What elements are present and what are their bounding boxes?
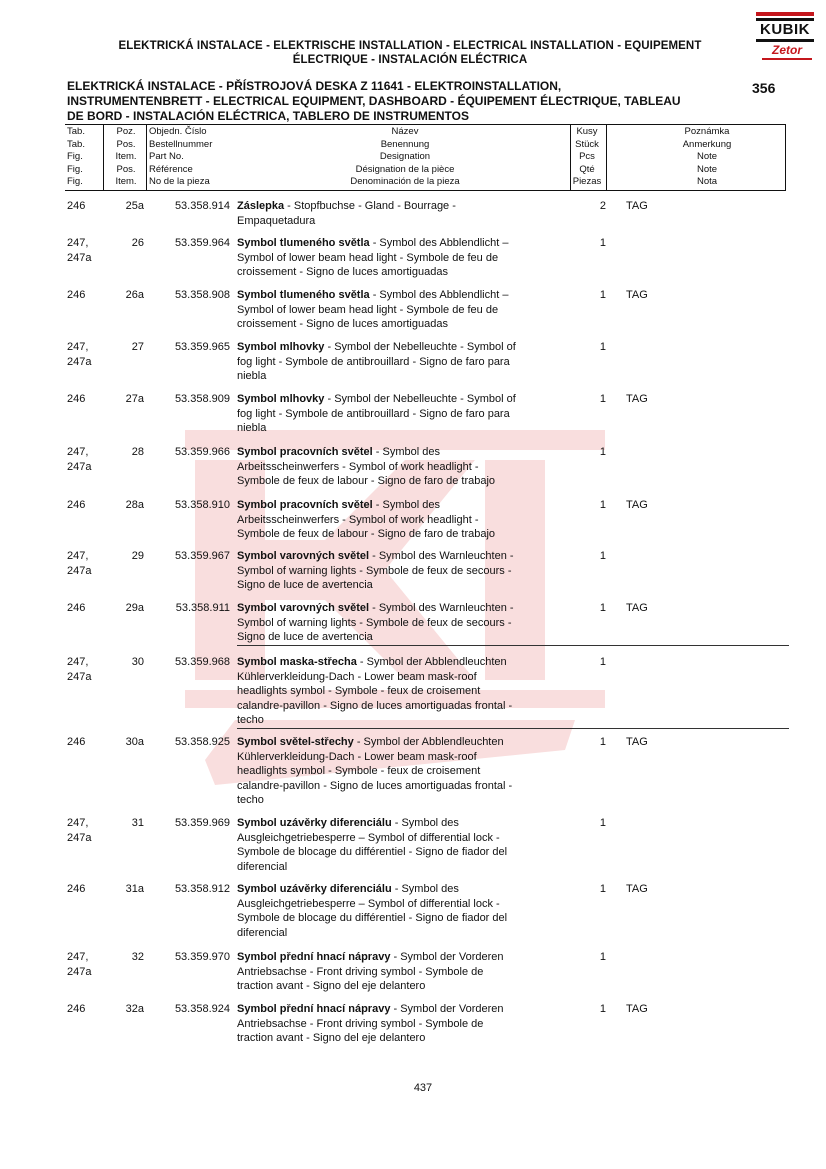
description-line: Symbol of warning lights - Symbole de feux de secours - bbox=[237, 564, 512, 577]
part-name-czech: Symbol přední hnací nápravy bbox=[237, 1003, 391, 1015]
header-cell: Poznámka bbox=[684, 126, 730, 137]
header-cell: Référence bbox=[149, 163, 193, 175]
fig-value: 247a bbox=[67, 670, 92, 683]
fig-value: 246 bbox=[67, 289, 86, 301]
description-line bbox=[237, 236, 569, 251]
header-cell: Note bbox=[696, 151, 718, 163]
part-name-czech: Symbol světel-střechy bbox=[237, 736, 354, 748]
pos-cell: 28 bbox=[131, 446, 144, 458]
logo-zetor-text: Zetor bbox=[762, 42, 812, 60]
fig-value: 246 bbox=[67, 1003, 86, 1015]
part-number-cell: 53.359.970 bbox=[174, 951, 230, 963]
fig-cell bbox=[67, 340, 107, 369]
part-name-czech: Symbol tlumeného světla bbox=[237, 237, 370, 249]
description-line: Symbole de blocage du différentiel - Signo de fiador del bbox=[237, 912, 508, 925]
description-text: - Symbol der Nebelleuchte - Symbol of bbox=[324, 393, 516, 405]
description-cell bbox=[237, 199, 569, 228]
header-cell: Benennung bbox=[380, 138, 430, 150]
description-cell bbox=[237, 950, 569, 994]
header-cell: Denominación de la pieza bbox=[350, 176, 460, 188]
description-line: niebla bbox=[237, 370, 267, 383]
fig-cell bbox=[67, 236, 107, 265]
fig-value: 247, bbox=[67, 341, 89, 353]
row-separator bbox=[237, 728, 789, 729]
fig-cell bbox=[67, 735, 107, 750]
description-cell bbox=[237, 340, 569, 384]
description-line: Symbol of lower beam head light - Symbole de feu de bbox=[237, 251, 499, 264]
description-line bbox=[237, 392, 569, 407]
description-line: Symbol of lower beam head light - Symbole de feu de bbox=[237, 303, 499, 316]
description-line: croissement - Signo de luces amortiguadas bbox=[237, 318, 448, 331]
pos-cell: 32 bbox=[131, 951, 144, 963]
part-number-cell: 53.359.965 bbox=[174, 341, 230, 353]
part-name-czech: Symbol varovných světel bbox=[237, 550, 370, 562]
note-cell: TAG bbox=[626, 200, 648, 212]
description-text: - Symbol des Abblendlicht – bbox=[369, 237, 509, 249]
quantity-cell: 1 bbox=[599, 656, 606, 668]
section-title-line-2: INSTRUMENTENBRETT - ELECTRICAL EQUIPMENT, DASHBOARD - ÉQUIPEMENT ÉLECTRIQUE, TABLEAU bbox=[67, 94, 681, 108]
description-text: - Symbol der Abblendleuchten bbox=[356, 656, 507, 668]
description-line: Signo de luce de avertencia bbox=[237, 631, 373, 644]
quantity-cell: 1 bbox=[599, 237, 606, 249]
note-cell: TAG bbox=[626, 289, 648, 301]
fig-value: 247, bbox=[67, 951, 89, 963]
description-line bbox=[237, 1002, 569, 1017]
fig-cell bbox=[67, 1002, 107, 1017]
fig-value: 247a bbox=[67, 831, 92, 844]
fig-cell bbox=[67, 816, 107, 845]
pos-cell: 29a bbox=[125, 602, 144, 614]
footer-page-number: 437 bbox=[413, 1082, 433, 1094]
fig-value: 246 bbox=[67, 499, 86, 511]
fig-value: 246 bbox=[67, 602, 86, 614]
header-cell: Fig. bbox=[67, 163, 83, 175]
pos-cell: 26a bbox=[125, 289, 144, 301]
quantity-cell: 1 bbox=[599, 289, 606, 301]
description-line: fog light - Symbole de antibrouillard - Signo de faro para bbox=[237, 407, 510, 420]
description-line: diferencial bbox=[237, 860, 288, 873]
header-cell: Bestellnummer bbox=[149, 138, 213, 150]
description-line: Kühlerverkleidung-Dach - Lower beam mask-roof bbox=[237, 670, 477, 683]
description-cell bbox=[237, 1002, 569, 1046]
header-cell: Designation bbox=[379, 151, 431, 163]
part-name-czech: Symbol pracovních světel bbox=[237, 446, 373, 458]
description-line bbox=[237, 735, 569, 750]
header-cell: Désignation de la pièce bbox=[355, 163, 455, 175]
description-line bbox=[237, 288, 569, 303]
description-line: Empaquetadura bbox=[237, 214, 316, 227]
header-cell: Pos. bbox=[116, 138, 136, 150]
header-cell: Part No. bbox=[149, 151, 184, 163]
description-line: Ausgleichgetriebesperre – Symbol of differential lock - bbox=[237, 897, 500, 910]
description-line bbox=[237, 882, 569, 897]
fig-cell bbox=[67, 445, 107, 474]
fig-value: 247, bbox=[67, 237, 89, 249]
logo-kubik-text: KUBIK bbox=[756, 18, 814, 42]
fig-cell bbox=[67, 199, 107, 214]
fig-value: 247a bbox=[67, 965, 92, 978]
header-cell: Piezas bbox=[572, 176, 602, 188]
part-number-cell: 53.358.924 bbox=[174, 1003, 230, 1015]
description-line bbox=[237, 199, 569, 214]
description-cell bbox=[237, 882, 569, 940]
description-line: Symbol of warning lights - Symbole de feux de secours - bbox=[237, 616, 512, 629]
pos-cell: 27 bbox=[131, 341, 144, 353]
row-separator bbox=[237, 645, 789, 646]
part-name-czech: Symbol pracovních světel bbox=[237, 499, 373, 511]
header-cell: Objedn. Číslo bbox=[149, 126, 207, 137]
fig-value: 247, bbox=[67, 446, 89, 458]
header-cell: No de la pieza bbox=[149, 176, 210, 188]
description-line: Antriebsachse - Front driving symbol - Symbole de bbox=[237, 1017, 484, 1030]
description-line: croissement - Signo de luces amortiguadas bbox=[237, 266, 448, 279]
fig-value: 247, bbox=[67, 817, 89, 829]
description-cell bbox=[237, 549, 569, 593]
part-number-cell: 53.358.914 bbox=[174, 200, 230, 212]
description-line: techo bbox=[237, 714, 264, 727]
fig-value: 247a bbox=[67, 460, 92, 473]
note-cell: TAG bbox=[626, 736, 648, 748]
header-cell: Tab. bbox=[67, 126, 85, 137]
description-text: - Symbol des Warnleuchten - bbox=[369, 550, 514, 562]
description-text: - Symbol des Abblendlicht – bbox=[369, 289, 509, 301]
fig-value: 247a bbox=[67, 564, 92, 577]
part-number-cell: 53.359.968 bbox=[174, 656, 230, 668]
note-cell: TAG bbox=[626, 602, 648, 614]
description-line: Symbole de feux de labour - Signo de faro de trabajo bbox=[237, 528, 496, 541]
part-number-cell: 53.358.925 bbox=[174, 736, 230, 748]
description-line: Arbeitsscheinwerfers - Symbol of work headlight - bbox=[237, 460, 479, 473]
quantity-cell: 1 bbox=[599, 550, 606, 562]
fig-value: 246 bbox=[67, 393, 86, 405]
fig-cell bbox=[67, 655, 107, 684]
part-name-czech: Symbol uzávěrky diferenciálu bbox=[237, 883, 392, 895]
part-number-cell: 53.359.964 bbox=[174, 237, 230, 249]
fig-cell bbox=[67, 950, 107, 979]
header-cell: Qté bbox=[579, 163, 595, 175]
description-cell bbox=[237, 236, 569, 280]
note-cell: TAG bbox=[626, 1003, 648, 1015]
description-line bbox=[237, 655, 569, 670]
part-number-cell: 53.358.908 bbox=[174, 289, 230, 301]
quantity-cell: 1 bbox=[599, 883, 606, 895]
fig-cell bbox=[67, 288, 107, 303]
description-text: - Symbol des bbox=[372, 446, 440, 458]
fig-cell bbox=[67, 882, 107, 897]
header-cell: Item. bbox=[115, 151, 137, 163]
section-title-line-3: DE BORD - INSTALACIÓN ELÉCTRICA, TABLERO DE INSTRUMENTOS bbox=[67, 109, 469, 123]
note-cell: TAG bbox=[626, 883, 648, 895]
fig-cell bbox=[67, 549, 107, 578]
description-text: - Symbol des bbox=[372, 499, 440, 511]
description-text: - Symbol des bbox=[391, 883, 459, 895]
header-line-1: ELEKTRICKÁ INSTALACE - ELEKTRISCHE INSTALLATION - ELECTRICAL INSTALLATION - EQUIPEMENT bbox=[118, 40, 702, 52]
description-line: traction avant - Signo del eje delantero bbox=[237, 1032, 426, 1045]
header-cell: Kusy bbox=[576, 126, 598, 137]
description-line: calandre-pavillon - Signo de luces amortiguadas frontal - bbox=[237, 779, 513, 792]
fig-cell bbox=[67, 392, 107, 407]
pos-cell: 31a bbox=[125, 883, 144, 895]
part-number-cell: 53.359.966 bbox=[174, 446, 230, 458]
quantity-cell: 2 bbox=[599, 200, 606, 212]
pos-cell: 30 bbox=[131, 656, 144, 668]
description-line bbox=[237, 340, 569, 355]
part-name-czech: Symbol mlhovky bbox=[237, 393, 325, 405]
pos-cell: 29 bbox=[131, 550, 144, 562]
header-cell: Tab. bbox=[67, 138, 85, 150]
description-text: - Stopfbuchse - Gland - Bourrage - bbox=[284, 200, 456, 212]
header-cell: Item. bbox=[115, 176, 137, 188]
part-name-czech: Symbol varovných světel bbox=[237, 602, 370, 614]
description-text: - Symbol des bbox=[391, 817, 459, 829]
fig-value: 246 bbox=[67, 883, 86, 895]
quantity-cell: 1 bbox=[599, 951, 606, 963]
description-line: traction avant - Signo del eje delantero bbox=[237, 980, 426, 993]
pos-cell: 25a bbox=[125, 200, 144, 212]
description-text: - Symbol der Nebelleuchte - Symbol of bbox=[324, 341, 516, 353]
description-cell bbox=[237, 498, 569, 542]
part-number-cell: 53.359.969 bbox=[174, 817, 230, 829]
description-line: diferencial bbox=[237, 926, 288, 939]
description-line bbox=[237, 498, 569, 513]
quantity-cell: 1 bbox=[599, 1003, 606, 1015]
part-number-cell: 53.358.910 bbox=[174, 499, 230, 511]
pos-cell: 30a bbox=[125, 736, 144, 748]
description-line bbox=[237, 549, 569, 564]
description-line: headlights symbol - Symbole - feux de croisement bbox=[237, 685, 481, 698]
note-cell: TAG bbox=[626, 499, 648, 511]
description-line: techo bbox=[237, 794, 264, 807]
section-title-line-1: ELEKTRICKÁ INSTALACE - PŘÍSTROJOVÁ DESKA Z 11641 - ELEKTROINSTALLATION, bbox=[67, 79, 562, 93]
description-cell bbox=[237, 816, 569, 874]
description-cell bbox=[237, 392, 569, 436]
description-line: headlights symbol - Symbole - feux de croisement bbox=[237, 765, 481, 778]
part-name-czech: Záslepka bbox=[237, 200, 285, 212]
fig-value: 247a bbox=[67, 251, 92, 264]
description-line: Signo de luce de avertencia bbox=[237, 579, 373, 592]
header-cell: Pcs bbox=[579, 151, 595, 163]
description-text: - Symbol der Vorderen bbox=[390, 1003, 504, 1015]
fig-value: 247, bbox=[67, 656, 89, 668]
header-cell: Fig. bbox=[67, 176, 83, 188]
header-cell: Stück bbox=[575, 138, 599, 150]
pos-cell: 28a bbox=[125, 499, 144, 511]
description-line: Symbole de blocage du différentiel - Signo de fiador del bbox=[237, 846, 508, 859]
quantity-cell: 1 bbox=[599, 817, 606, 829]
quantity-cell: 1 bbox=[599, 499, 606, 511]
fig-value: 246 bbox=[67, 736, 86, 748]
fig-value: 247a bbox=[67, 355, 92, 368]
part-name-czech: Symbol přední hnací nápravy bbox=[237, 951, 391, 963]
description-line bbox=[237, 445, 569, 460]
description-line: Antriebsachse - Front driving symbol - Symbole de bbox=[237, 965, 484, 978]
part-number-cell: 53.358.912 bbox=[174, 883, 230, 895]
part-name-czech: Symbol maska-střecha bbox=[237, 656, 357, 668]
description-line bbox=[237, 601, 569, 616]
quantity-cell: 1 bbox=[599, 393, 606, 405]
description-line: fog light - Symbole de antibrouillard - Signo de faro para bbox=[237, 355, 510, 368]
fig-cell bbox=[67, 601, 107, 616]
page-number: 356 bbox=[752, 80, 776, 96]
part-number-cell: 53.358.911 bbox=[175, 602, 230, 614]
header-cell: Název bbox=[391, 126, 419, 137]
description-line: niebla bbox=[237, 422, 267, 435]
description-line: Arbeitsscheinwerfers - Symbol of work headlight - bbox=[237, 513, 479, 526]
header-cell: Note bbox=[696, 163, 718, 175]
description-text: - Symbol der Vorderen bbox=[390, 951, 504, 963]
quantity-cell: 1 bbox=[599, 602, 606, 614]
fig-value: 246 bbox=[67, 200, 86, 212]
header-cell: Pos. bbox=[116, 163, 136, 175]
description-line: Ausgleichgetriebesperre – Symbol of differential lock - bbox=[237, 831, 500, 844]
quantity-cell: 1 bbox=[599, 341, 606, 353]
quantity-cell: 1 bbox=[599, 736, 606, 748]
part-name-czech: Symbol tlumeného světla bbox=[237, 289, 370, 301]
fig-cell bbox=[67, 498, 107, 513]
description-cell bbox=[237, 601, 569, 645]
header-cell: Nota bbox=[696, 176, 718, 188]
description-text: - Symbol der Abblendleuchten bbox=[353, 736, 504, 748]
pos-cell: 27a bbox=[125, 393, 144, 405]
note-cell: TAG bbox=[626, 393, 648, 405]
description-cell bbox=[237, 735, 569, 808]
description-cell bbox=[237, 445, 569, 489]
description-cell bbox=[237, 288, 569, 332]
fig-value: 247, bbox=[67, 550, 89, 562]
quantity-cell: 1 bbox=[599, 446, 606, 458]
pos-cell: 31 bbox=[131, 817, 144, 829]
pos-cell: 32a bbox=[125, 1003, 144, 1015]
description-cell bbox=[237, 655, 569, 728]
part-name-czech: Symbol uzávěrky diferenciálu bbox=[237, 817, 392, 829]
description-line: calandre-pavillon - Signo de luces amortiguadas frontal - bbox=[237, 699, 513, 712]
part-number-cell: 53.359.967 bbox=[174, 550, 230, 562]
pos-cell: 26 bbox=[131, 237, 144, 249]
description-line bbox=[237, 816, 569, 831]
description-line bbox=[237, 950, 569, 965]
description-line: Kühlerverkleidung-Dach - Lower beam mask-roof bbox=[237, 750, 477, 763]
header-line-2: ÉLECTRIQUE - INSTALACIÓN ELÉCTRICA bbox=[292, 54, 528, 66]
description-line: Symbole de feux de labour - Signo de faro de trabajo bbox=[237, 475, 496, 488]
description-text: - Symbol des Warnleuchten - bbox=[369, 602, 514, 614]
header-cell: Fig. bbox=[67, 151, 83, 163]
part-number-cell: 53.358.909 bbox=[174, 393, 230, 405]
part-name-czech: Symbol mlhovky bbox=[237, 341, 325, 353]
header-cell: Anmerkung bbox=[682, 138, 732, 150]
header-cell: Poz. bbox=[116, 126, 136, 137]
